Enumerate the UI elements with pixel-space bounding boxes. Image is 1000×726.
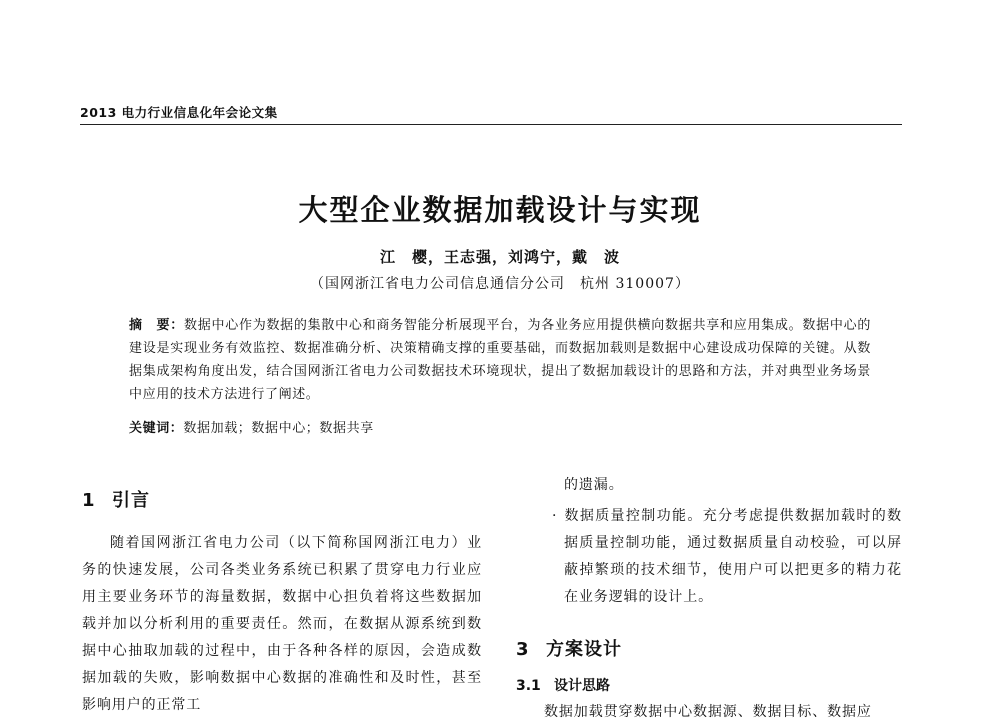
abstract-label: 摘 要： [129,318,184,333]
intro-paragraph: 随着国网浙江省电力公司（以下简称国网浙江电力）业务的快速发展，公司各类业务系统已积累了贯穿电力行业应用主要业务环节的海量数据，数据中心担负着将这些数据加载并加以分析利用的重要责任。然而，在数据从源系统到数据中心抽取加载的过程中，由于各种各样的原因，会造成数据加载的失败，影响数据中心数据的准确性和及时性，甚至影响用户的正常工 [82,535,482,713]
bullet-marker: · [552,508,558,524]
bullet-continuation: 的遗漏。 [564,477,624,493]
section-heading-intro [82,486,482,512]
subsection-heading-design-approach [516,675,902,695]
right-column [516,472,902,726]
abstract [129,314,871,406]
keywords-text: 数据加载；数据中心；数据共享 [183,421,374,436]
section-title: 方案设计 [546,639,622,660]
keywords [129,417,871,440]
keywords-label: 关键词： [129,421,184,436]
header-rule [80,124,902,125]
paper-title: 大型企业数据加载设计与实现 [298,193,702,227]
section-number: 1 [82,490,96,511]
subsection-number: 3.1 [516,678,541,694]
section-number: 3 [516,639,530,660]
design-paragraph: 数据加载贯穿数据中心数据源、数据目标、数据应 [544,704,872,720]
bullet-text: 数据质量控制功能。充分考虑提供数据加载时的数据质量控制功能，通过数据质量自动校验，可以屏蔽掉繁琐的技术细节，使用户可以把更多的精力花在业务逻辑的设计上。 [564,508,902,605]
bullet-quality-control [516,503,902,611]
section-title: 引言 [112,490,150,511]
paper-authors: 江 樱，王志强，刘鸿宁，戴 波 [379,248,620,266]
subsection-title: 设计思路 [554,678,610,694]
section-heading-design [516,635,902,661]
left-column [82,486,482,719]
abstract-text: 数据中心作为数据的集散中心和商务智能分析展现平台，为各业务应用提供横向数据共享和应用集成。数据中心的建设是实现业务有效监控、数据准确分析、决策精确支撑的重要基础，而数据加载则是数据中心建设成功保障的关键。从数据集成架构角度出发，结合国网浙江省电力公司数据技术环境现状，提出了数据加载设计的思路和方法，并对典型业务场景中应用的技术方法进行了阐述。 [129,318,871,402]
paper-affiliation: （国网浙江省电力公司信息通信分公司 杭州 310007） [310,276,690,292]
running-header: 2013 电力行业信息化年会论文集 [80,105,278,120]
